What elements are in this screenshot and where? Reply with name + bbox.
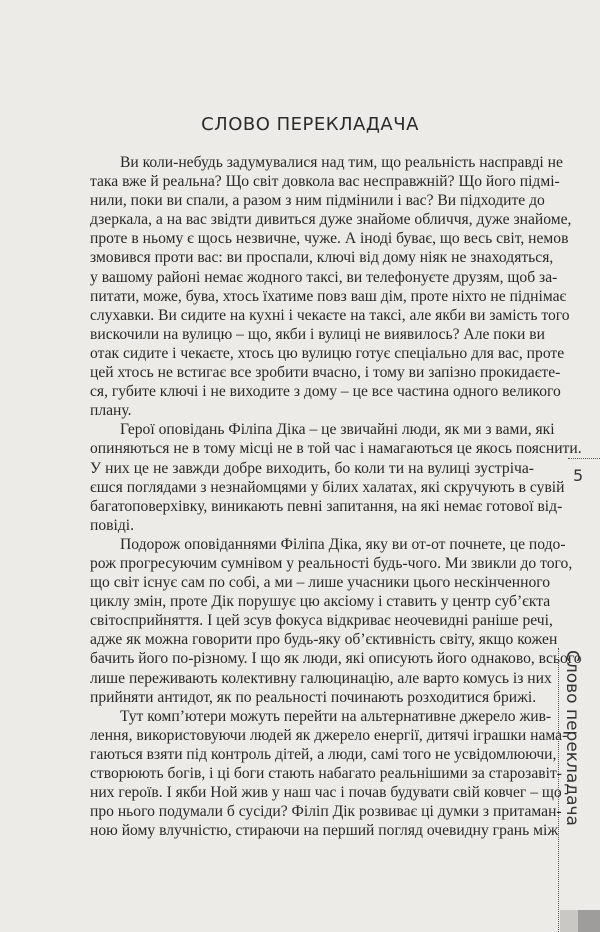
text-line: вискочили на вулицю – що, якби і вулиці не виявилось? Але поки ви — [90, 325, 545, 343]
text-line: ся, губите ключі і не виходите з дому – це все частина одного великого — [90, 383, 561, 401]
text-line: єшся поглядами з незнайомцями у білих халатах, які скручують в сувій — [90, 478, 565, 496]
paragraph — [90, 707, 568, 841]
text-line: нили, поки ви спали, а разом з ним підмінили і вас? Ви підходите до — [90, 192, 545, 210]
text-line: У них це не завжди добре виходить, бо коли ти на вулиці зустріча- — [90, 459, 534, 477]
text-line: змовився проти вас: ви проспали, ключі від дому ніяк не знаходяться, — [90, 249, 554, 267]
text-line: ною йому влучністю, стираючи на перший погляд очевидну грань між — [90, 822, 559, 840]
paragraph — [90, 535, 582, 707]
text-line: гаються взяти під контроль дітей, а люди, самі того не усвідомлюючи, — [90, 745, 557, 763]
text-line: створюють богів, і ці боги стають набагато реальнішими за старозавіт- — [90, 765, 562, 782]
thumb-tab-light — [560, 910, 578, 932]
text-line: плану. — [90, 402, 132, 420]
text-line: Ви коли-небудь задумувалися над тим, що реальність насправді не — [120, 154, 563, 171]
margin-divider — [558, 648, 559, 932]
paragraph — [90, 153, 572, 420]
text-line: дзеркала, а на вас звідти дивиться дуже знайоме обличчя, дуже знайоме, — [90, 211, 572, 229]
chapter-title: СЛОВО ПЕРЕКЛАДАЧА — [201, 114, 419, 135]
text-line: Подорож оповіданнями Філіпа Діка, яку ви от-от почнете, це подо- — [120, 535, 566, 553]
text-line: Тут комп’ютери можуть перейти на альтернативне джерело жив- — [120, 707, 552, 725]
paragraph — [90, 420, 582, 535]
page-number-divider — [568, 458, 600, 459]
text-line: про нього подумали б сусіди? Філіп Дік розвиває ці думки з притаман- — [90, 803, 562, 821]
text-line: рож прогресуючим сумнівом у реальності будь-чого. Ми звикли до того, — [90, 554, 573, 572]
text-line: проте в ньому є щось незвичне, чуже. А іноді буває, що весь світ, немов — [90, 230, 569, 248]
page-number: 5 — [573, 466, 584, 485]
text-line: багатоповерхівку, виникають певні запитання, на які немає готової від- — [90, 497, 563, 515]
text-line: повіді. — [90, 516, 135, 534]
text-line: адже як можна говорити про будь-яку об’єктивність світу, якщо кожен — [90, 631, 558, 649]
text-line: лення, використовуючи людей як джерело енергії, дитячі іграшки нама- — [90, 726, 568, 744]
text-line: цей хтось не встигає все зробити вчасно, і тому ви запізно прокидаєте- — [90, 364, 561, 382]
thumb-tab-dark — [578, 910, 600, 932]
text-line: опиняються не в тому місці не в той час і намагаються це якось пояснити. — [90, 440, 582, 458]
running-head: Слово перекладача — [562, 650, 582, 826]
text-line: отак сидите і чекаєте, хтось цю вулицю готує спеціально для вас, проте — [90, 344, 565, 362]
text-line: Герої оповідань Філіпа Діка – це звичайні люди, як ми з вами, які — [120, 421, 555, 439]
text-line: що світ існує сам по собі, а ми – лише учасники цього нескінченного — [90, 574, 551, 592]
text-line: прийняти антидот, як по реальності починають розходитися брижі. — [90, 688, 537, 706]
text-line: слухавки. Ви сидите на кухні і чекаєте на таксі, але якби ви замість того — [90, 306, 570, 324]
text-line: у вашому районі немає жодного таксі, ви телефонуєте друзям, щоб за- — [90, 268, 558, 286]
text-line: така вже й реальна? Що світ довкола вас несправжній? Що його підмі- — [90, 173, 560, 191]
text-line: циклу змін, проте Дік порушує цю аксіому і ставить у центр суб’єкта — [90, 593, 551, 611]
text-line: світосприйняття. І цей зсув фокуса відкриває неочевидні раніше речі, — [90, 612, 553, 630]
text-line: бачить його по-різному. І що як люди, які описують його однаково, всього — [90, 650, 582, 668]
text-line: питати, може, бува, хтось їхатиме повз ваш дім, проте ніхто не піднімає — [90, 287, 567, 305]
text-line: них героїв. І якби Ной жив у наш час і почав будувати свій ковчег – що — [90, 784, 562, 802]
text-line: лише переживають колективну галюцинацію, але варто комусь із них — [90, 669, 552, 687]
